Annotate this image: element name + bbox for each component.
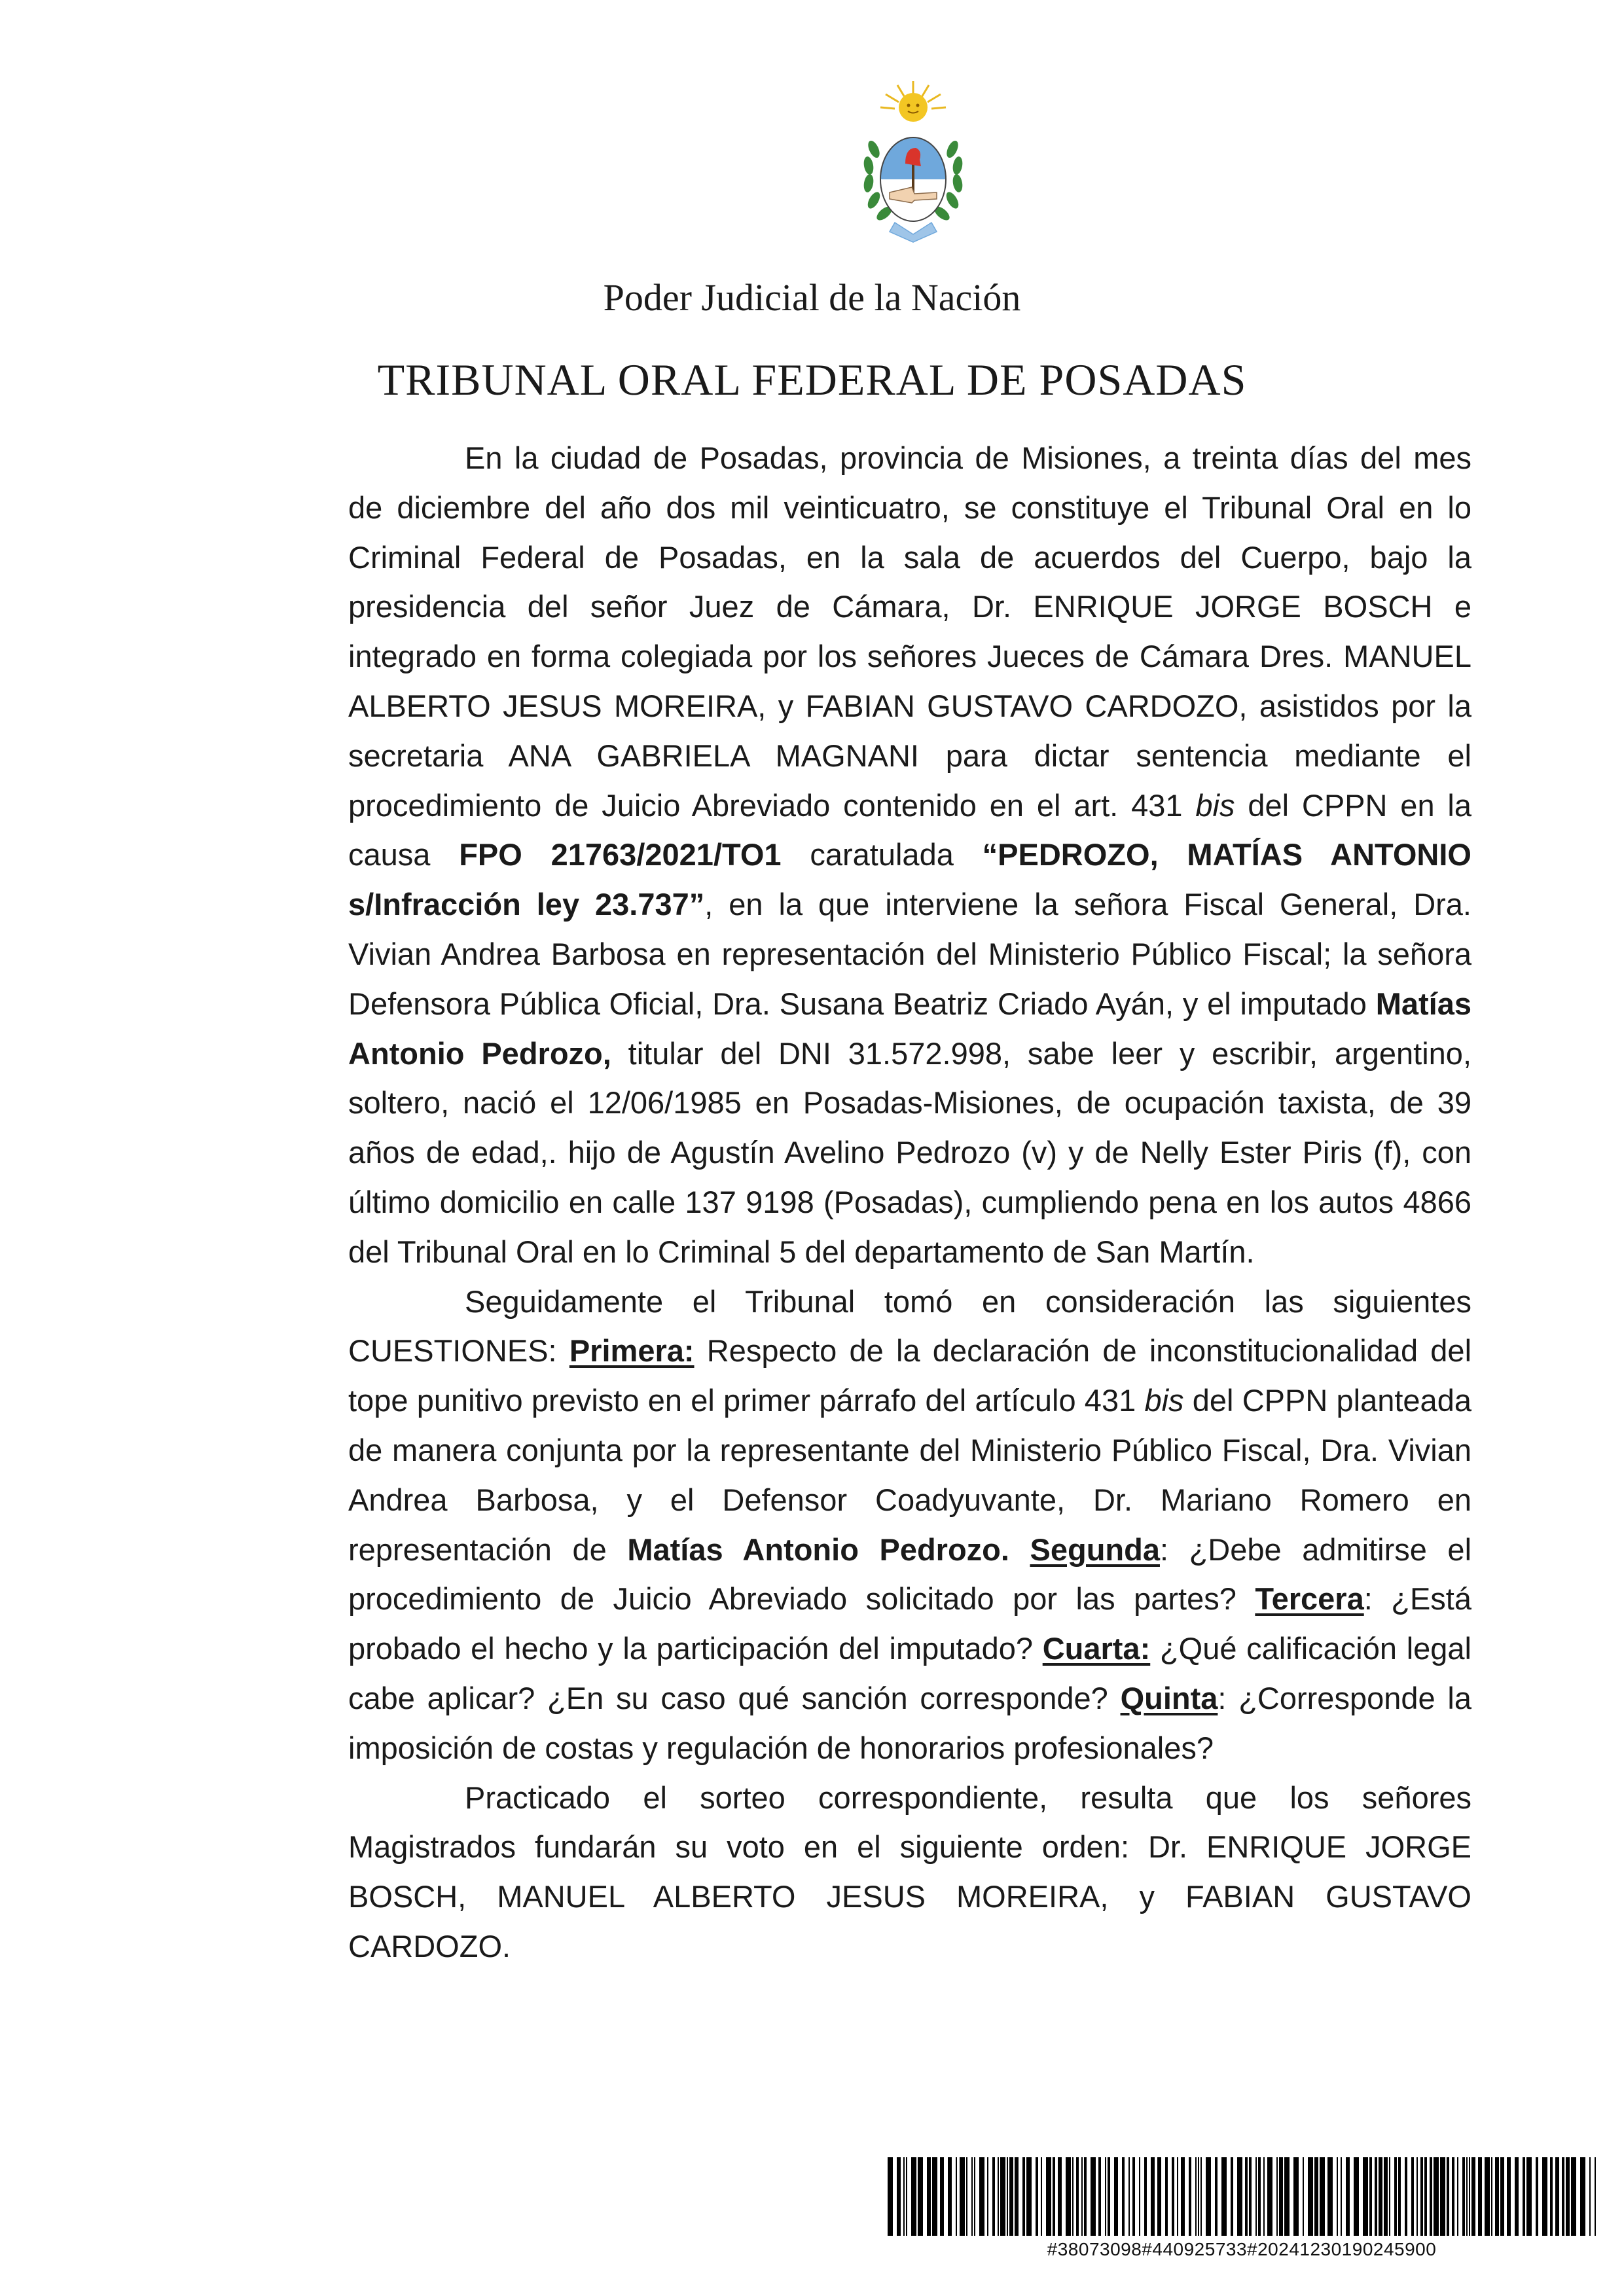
barcode-bar xyxy=(1424,2157,1427,2236)
question-label-cuarta: Cuarta: xyxy=(1042,1631,1151,1666)
barcode-bar xyxy=(1478,2157,1482,2236)
barcode xyxy=(885,2157,1598,2236)
barcode-bar xyxy=(1580,2157,1585,2236)
barcode-bar xyxy=(1434,2157,1439,2236)
barcode-bar xyxy=(1258,2157,1261,2236)
barcode-bar xyxy=(1555,2157,1559,2236)
barcode-bar xyxy=(1447,2157,1449,2236)
barcode-bar xyxy=(927,2157,931,2236)
barcode-bar xyxy=(1375,2157,1377,2236)
barcode-bar xyxy=(1523,2157,1525,2236)
barcode-bar xyxy=(1066,2157,1071,2236)
barcode-bar xyxy=(1221,2157,1227,2236)
barcode-bar xyxy=(974,2157,975,2236)
barcode-bar xyxy=(971,2157,973,2236)
barcode-bar xyxy=(1500,2157,1504,2236)
sun-icon xyxy=(880,81,946,122)
barcode-bar xyxy=(1165,2157,1168,2236)
barcode-bar xyxy=(1058,2157,1062,2236)
barcode-bar xyxy=(1215,2157,1218,2236)
barcode-bar xyxy=(1571,2157,1576,2236)
barcode-bar xyxy=(1462,2157,1465,2236)
barcode-bar xyxy=(1327,2157,1333,2236)
barcode-bar xyxy=(903,2157,905,2236)
ribbon-icon xyxy=(890,223,937,242)
barcode-bar xyxy=(918,2157,923,2236)
barcode-bar xyxy=(1108,2157,1110,2236)
barcode-bar xyxy=(979,2157,984,2236)
barcode-bar xyxy=(897,2157,901,2236)
barcode-bar xyxy=(987,2157,988,2236)
barcode-bar xyxy=(1363,2157,1368,2236)
barcode-bar xyxy=(1144,2157,1147,2236)
barcode-bar xyxy=(1341,2157,1342,2236)
barcode-bar xyxy=(1255,2157,1257,2236)
barcode-bar xyxy=(966,2157,967,2236)
barcode-bar xyxy=(888,2157,893,2236)
barcode-bar xyxy=(956,2157,957,2236)
barcode-bar xyxy=(1279,2157,1283,2236)
defendant-name: Matías Antonio Pedrozo, xyxy=(348,986,1471,1071)
paragraph-voting-order: Practicado el sorteo correspondiente, resulta que los señores Magistrados fundarán su voto en el siguiente orden: Dr. ENRIQUE JORGE BOSCH, MANUEL ALBERTO JESUS MOREIRA, y FABIAN GUSTAVO CARDOZO. xyxy=(348,1780,1471,1964)
barcode-bar xyxy=(1308,2157,1313,2236)
barcode-bar xyxy=(1354,2157,1359,2236)
barcode-bar xyxy=(1114,2157,1118,2236)
coat-of-arms-seal xyxy=(854,77,972,249)
barcode-bar xyxy=(1469,2157,1470,2236)
barcode-bar xyxy=(1389,2157,1390,2236)
barcode-bar xyxy=(1303,2157,1304,2236)
barcode-bar xyxy=(1046,2157,1051,2236)
barcode-bar xyxy=(1384,2157,1388,2236)
question-label-primera: Primera: xyxy=(569,1333,695,1369)
barcode-bar xyxy=(992,2157,995,2236)
barcode-bar xyxy=(1495,2157,1499,2236)
barcode-bar xyxy=(1195,2157,1197,2236)
barcode-bar xyxy=(1026,2157,1032,2236)
barcode-bar xyxy=(1084,2157,1087,2236)
barcode-bar xyxy=(1471,2157,1475,2236)
institution-name: Poder Judicial de la Nación xyxy=(603,276,1021,319)
barcode-bar xyxy=(1206,2157,1211,2236)
barcode-bar xyxy=(1053,2157,1055,2236)
barcode-bar xyxy=(1122,2157,1125,2236)
barcode-bar xyxy=(1237,2157,1242,2236)
barcode-bar xyxy=(1172,2157,1174,2236)
barcode-bar xyxy=(1151,2157,1155,2236)
question-label-quinta: Quinta xyxy=(1120,1680,1218,1715)
barcode-bar xyxy=(1566,2157,1570,2236)
barcode-bar xyxy=(1139,2157,1140,2236)
barcode-bar xyxy=(1128,2157,1130,2236)
barcode-bar xyxy=(1314,2157,1318,2236)
barcode-bar xyxy=(1542,2157,1547,2236)
barcode-bar xyxy=(906,2157,907,2236)
barcode-bar xyxy=(1595,2157,1596,2236)
document-body xyxy=(348,433,1471,1971)
barcode-bar xyxy=(1189,2157,1191,2236)
barcode-bar xyxy=(1015,2157,1019,2236)
barcode-bar xyxy=(1411,2157,1414,2236)
question-label-tercera: Tercera xyxy=(1255,1581,1364,1617)
barcode-bar xyxy=(1346,2157,1350,2236)
barcode-bar xyxy=(1379,2157,1382,2236)
barcode-bar xyxy=(1105,2157,1106,2236)
case-number: FPO 21763/2021/TO1 xyxy=(459,837,782,872)
barcode-bar xyxy=(1249,2157,1252,2236)
barcode-bar xyxy=(1420,2157,1423,2236)
barcode-bar xyxy=(1452,2157,1454,2236)
barcode-bar xyxy=(932,2157,937,2236)
barcode-bar xyxy=(1457,2157,1458,2236)
barcode-bar xyxy=(1181,2157,1185,2236)
barcode-bar xyxy=(1098,2157,1101,2236)
barcode-bar xyxy=(1072,2157,1074,2236)
barcode-bar xyxy=(1405,2157,1407,2236)
barcode-bar xyxy=(1320,2157,1325,2236)
barcode-bar xyxy=(1091,2157,1096,2236)
barcode-bar xyxy=(1076,2157,1079,2236)
barcode-bar xyxy=(1440,2157,1445,2236)
barcode-bar xyxy=(1562,2157,1564,2236)
barcode-bar xyxy=(1466,2157,1468,2236)
paragraph-questions: Seguidamente el Tribunal tomó en consideración las siguientes CUESTIONES: Primera: Respecto de la declaración de inconstitucionalidad del tope punitivo previsto en el primer párrafo del artículo 431 bis del CPPN planteada de manera conjunta por la representante del Ministerio Público Fiscal, Dra. Vivian Andrea Barbosa, y el Defensor Coadyuvante, Dr. Mariano Romero en representación de Matías Antonio Pedrozo. Segunda: ¿Debe admitirse el procedimiento de Juicio Abreviado solicitado por las partes? Tercera: ¿Está probado el hecho y la participación del imputado? Cuarta: ¿Qué calificación legal cabe aplicar? ¿En su caso qué sanción corresponde? Quinta: ¿Corresponde la imposición de costas y regulación de honorarios profesionales? xyxy=(348,1283,1472,1765)
barcode-bar xyxy=(1536,2157,1538,2236)
barcode-bar xyxy=(1198,2157,1199,2236)
barcode-bar xyxy=(1284,2157,1290,2236)
barcode-bar xyxy=(1009,2157,1013,2236)
paragraph-opening: En la ciudad de Posadas, provincia de Misiones, a treinta días del mes de diciembre del año dos mil veinticuatro, se constituye el Tribunal Oral en lo Criminal Federal de Posadas, en la sala de acuerdos del Cuerpo, bajo la presidencia del señor Juez de Cámara, Dr. ENRIQUE JORGE BOSCH e integrado en forma colegiada por los señores Jueces de Cámara Dres. MANUEL ALBERTO JESUS MOREIRA, y FABIAN GUSTAVO CARDOZO, asistidos por la secretaria ANA GABRIELA MAGNANI para dictar sentencia mediante el procedimiento de Juicio Abreviado contenido en el art. 431 bis del CPPN en la causa FPO 21763/2021/TO1 caratulada “PEDROZO, MATÍAS ANTONIO s/Infracción ley 23.737”, en la que interviene la señora Fiscal General, Dra. Vivian Andrea Barbosa en representación del Ministerio Público Fiscal; la señora Defensora Pública Oficial, Dra. Susana Beatriz Criado Ayán, y el imputado Matías Antonio Pedrozo, titular del DNI 31.572.998, sabe leer y escribir, argentino, soltero, nació el 12/06/1985 en Posadas-Misiones, de ocupación taxista, de 39 años de edad,. hijo de Agustín Avelino Pedrozo (v) y de Nelly Ester Piris (f), con último domicilio en calle 137 9198 (Posadas), cumpliendo pena en los autos 4866 del Tribunal Oral en lo Criminal 5 del departamento de San Martín. xyxy=(348,440,1472,1269)
barcode-bar xyxy=(1036,2157,1038,2236)
barcode-bar xyxy=(940,2157,944,2236)
barcode-bar xyxy=(1526,2157,1532,2236)
barcode-bar xyxy=(1022,2157,1025,2236)
barcode-bar xyxy=(1245,2157,1248,2236)
barcode-bar xyxy=(948,2157,952,2236)
barcode-bar xyxy=(1430,2157,1432,2236)
barcode-bar xyxy=(1041,2157,1042,2236)
barcode-bar xyxy=(1007,2157,1008,2236)
barcode-bar xyxy=(1157,2157,1161,2236)
barcode-bar xyxy=(1589,2157,1591,2236)
barcode-bar xyxy=(1515,2157,1519,2236)
barcode-bar xyxy=(960,2157,965,2236)
defendant-name: Matías Antonio Pedrozo. xyxy=(627,1532,1009,1567)
barcode-bar xyxy=(911,2157,916,2236)
barcode-bar xyxy=(1507,2157,1511,2236)
question-label-segunda: Segunda xyxy=(1030,1532,1160,1567)
barcode-bar xyxy=(1177,2157,1178,2236)
case-title: “PEDROZO, MATÍAS ANTONIO s/Infracción ley 23.737” xyxy=(348,837,1471,922)
barcode-bar xyxy=(1263,2157,1265,2236)
barcode-bar xyxy=(1491,2157,1492,2236)
barcode-bar xyxy=(1550,2157,1553,2236)
barcode-bar xyxy=(1337,2157,1338,2236)
barcode-number: #38073098#440925733#20241230190245900 xyxy=(1047,2239,1437,2259)
barcode-bar xyxy=(1485,2157,1490,2236)
barcode-bar xyxy=(1369,2157,1372,2236)
barcode-bar xyxy=(1293,2157,1299,2236)
barcode-bar xyxy=(1416,2157,1418,2236)
barcode-bar xyxy=(1200,2157,1202,2236)
barcode-bar xyxy=(1394,2157,1397,2236)
barcode-bar xyxy=(1276,2157,1278,2236)
barcode-bar xyxy=(1000,2157,1005,2236)
barcode-bar xyxy=(1398,2157,1401,2236)
barcode-bar xyxy=(998,2157,999,2236)
barcode-bar xyxy=(1267,2157,1272,2236)
barcode-bar xyxy=(1132,2157,1135,2236)
barcode-bar xyxy=(1081,2157,1083,2236)
tribunal-name: TRIBUNAL ORAL FEDERAL DE POSADAS xyxy=(377,355,1247,404)
barcode-bar xyxy=(1231,2157,1233,2236)
